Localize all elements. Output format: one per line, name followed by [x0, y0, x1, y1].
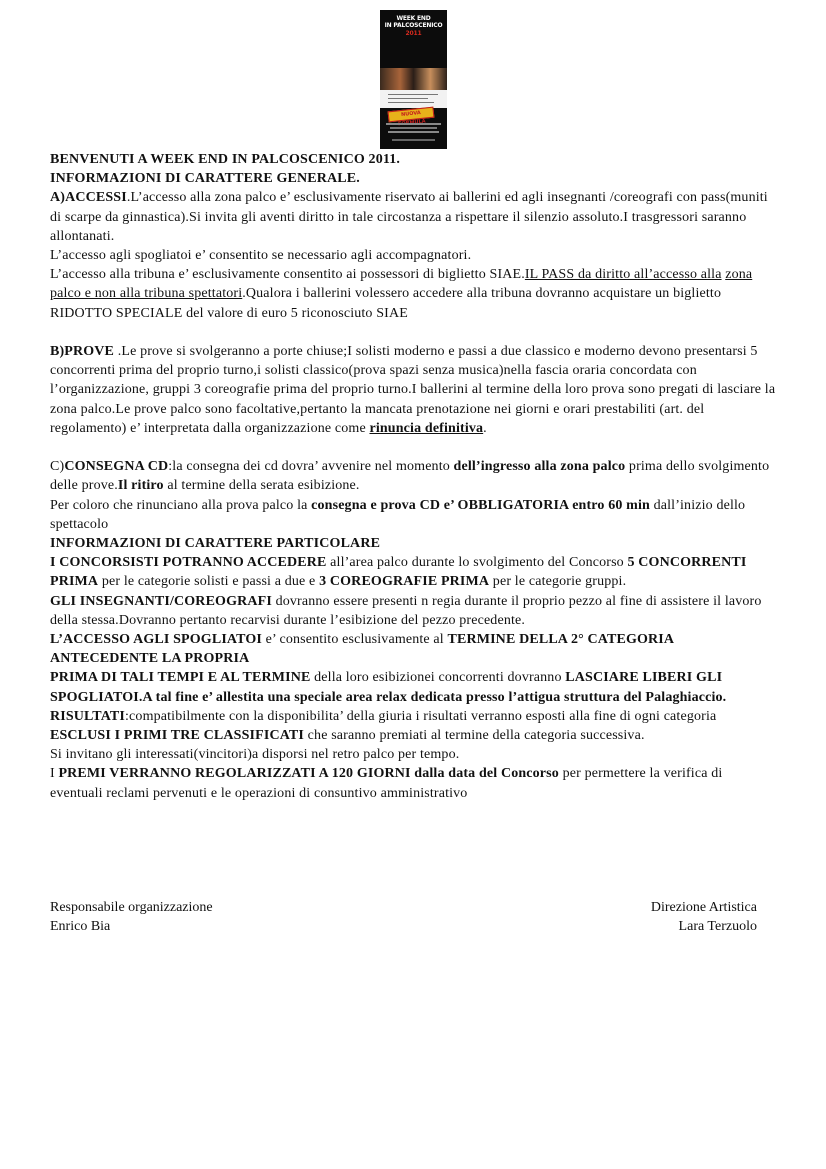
document-body — [50, 150, 776, 803]
poster-photo-strip — [380, 68, 447, 90]
section-a-accessi: A)ACCESSI.L’accesso alla zona palco e’ esclusivamente riservato ai ballerini ed agli insegnanti /coreografi con pass(muniti di scarpe da ginnastica).Si invita gli aventi diritto in tale circostanza a rispettare il silenzio assoluto.I trasgressori saranno allontanati. — [50, 190, 768, 244]
signature-organizzazione — [50, 898, 213, 936]
section-b-prove: B)PROVE .Le prove si svolgeranno a porte chiuse;I solisti moderno e passi a due classico e moderno devono presentarsi 5 concorrenti prima del proprio turno,i solisti classico(prova spazi senza musica)nella fascia oraria concordata con l’organizzazione, gruppi 3 coreografie prima del proprio turno.I ballerini al termine della loro prova sono pregati di lasciare la zona palco.Le prove palco sono facoltative,pertanto la mancata prenotazione nei giorni e orari prestabiliti (art. del regolamento) e’ interpretata dalla organizzazione come rinuncia definitiva. — [50, 344, 776, 436]
para-concorsisti: I CONCORSISTI POTRANNO ACCEDERE all’area palco durante lo svolgimento del Concorso 5 CONCORRENTI PRIMA per le categorie solisti e passi a due e 3 COREOGRAFIE PRIMA per le categorie gruppi. — [50, 555, 747, 590]
signature-left-name: Enrico Bia — [50, 919, 111, 935]
signature-right-name: Lara Terzuolo — [678, 919, 757, 935]
welcome-heading: BENVENUTI A WEEK END IN PALCOSCENICO 2011. — [50, 152, 401, 167]
para-accesso-spogliatoi: L’ACCESSO AGLI SPOGLIATOI e’ consentito esclusivamente al TERMINE DELLA 2° CATEGORIA ANTECEDENTE LA PROPRIA — [50, 632, 674, 667]
section-a-tribuna: L’accesso alla tribuna e’ esclusivamente consentito ai possessori di biglietto SIAE.IL PASS da diritto all’accesso alla zona palco e non alla tribuna spettatori.Qualora i ballerini volessero accedere alla tribuna dovranno acquistare un biglietto RIDOTTO SPECIALE del valore di euro 5 riconosciuto SIAE — [50, 267, 753, 321]
para-insegnanti: GLI INSEGNANTI/COREOGRAFI dovranno essere presenti n regia durante il proprio pezzo al fine di assistere il lavoro della stessa.Dovranno pertanto recarvisi durante l’esibizione del pezzo precedente. — [50, 593, 762, 628]
poster-title-line2: IN PALCOSCENICO — [384, 22, 443, 29]
event-poster-image — [380, 10, 447, 149]
para-prima-tali-tempi: PRIMA DI TALI TEMPI E AL TERMINE della loro esibizionei concorrenti dovranno LASCIARE LIBERI GLI SPOGLIATOI.A tal fine e’ allestita una speciale area relax dedicata presso l’attigua struttura del Palaghiaccio. — [50, 670, 727, 705]
para-premi: I PREMI VERRANNO REGOLARIZZATI A 120 GIORNI dalla data del Concorso per permettere la verifica di eventuali reclami pervenuti e le operazioni di consuntivo amministrativo — [50, 766, 723, 801]
poster-info-panel — [380, 90, 447, 108]
poster-fine-print — [380, 121, 447, 147]
section-c-consegna-cd: C)CONSEGNA CD:la consegna dei cd dovra’ avvenire nel momento dell’ingresso alla zona palco prima dello svolgimento delle prove.Il ritiro al termine della serata esibizione. — [50, 459, 770, 494]
para-vincitori: Si invitano gli interessati(vincitori)a disporsi nel retro palco per tempo. — [50, 747, 460, 763]
para-risultati: RISULTATI:compatibilmente con la disponibilita’ della giuria i risultati verranno esposti alla fine di ogni categoria ESCLUSI I PRIMI TRE CLASSIFICATI che saranno premiati al termine della categoria successiva. — [50, 708, 717, 744]
signature-direzione — [631, 898, 757, 936]
general-info-heading: INFORMAZIONI DI CARATTERE GENERALE. — [50, 171, 360, 187]
signature-left-role: Responsabile organizzazione — [50, 900, 213, 915]
poster-title-line1: WEEK END — [396, 15, 431, 22]
poster-year: 2011 — [405, 30, 422, 37]
particular-info-heading: INFORMAZIONI DI CARATTERE PARTICOLARE — [50, 536, 381, 552]
signature-right-role: Direzione Artistica — [650, 900, 757, 915]
section-a-spogliatoi: L’accesso agli spogliatoi e’ consentito se necessario agli accompagnatori. — [50, 248, 472, 264]
poster-badge: NUOVA — [388, 107, 435, 123]
section-c-rinuncia: Per coloro che rinunciano alla prova palco la consegna e prova CD e’ OBBLIGATORIA entro 60 min dall’inizio dello spettacolo — [50, 497, 746, 532]
